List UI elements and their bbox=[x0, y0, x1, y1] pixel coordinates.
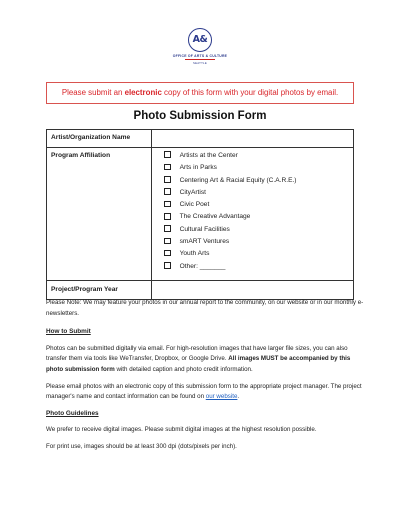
program-option[interactable] bbox=[164, 199, 349, 211]
program-option[interactable] bbox=[164, 248, 349, 260]
artist-row bbox=[47, 130, 354, 148]
submission-form-table bbox=[46, 129, 354, 300]
program-label: Program Affiliation bbox=[47, 148, 152, 281]
guideline-print-dpi: For print use, images should be at least 300 dpi (dots/pixels per inch). bbox=[46, 442, 237, 450]
email-instructions-paragraph bbox=[46, 382, 364, 403]
feature-note: Please Note: We may feature your photos in our annual report to the community, on our website or in our monthly e-newsletters. bbox=[46, 299, 364, 317]
program-option-label: Artists at the Center bbox=[179, 152, 238, 159]
program-option[interactable] bbox=[164, 211, 349, 223]
program-option-label: Civic Poet bbox=[179, 201, 210, 209]
checkbox-icon[interactable] bbox=[164, 250, 171, 257]
how-text-bold: All images MUST be accompanied by this photo submission form bbox=[46, 355, 351, 373]
notice-text-end: copy of this form with your digital photos by email. bbox=[161, 88, 339, 97]
our-website-link[interactable]: our website bbox=[205, 393, 238, 401]
program-option[interactable] bbox=[164, 175, 349, 187]
program-row bbox=[47, 148, 354, 281]
notice-text-start: Please submit an bbox=[61, 88, 125, 97]
logo-divider bbox=[185, 59, 215, 60]
program-option[interactable] bbox=[164, 150, 349, 162]
logo-mark: A& bbox=[188, 28, 212, 52]
checkbox-icon[interactable] bbox=[164, 225, 171, 232]
program-option[interactable] bbox=[164, 224, 349, 236]
year-label: Project/Program Year bbox=[47, 281, 152, 300]
how-to-submit-paragraph bbox=[46, 344, 364, 376]
how-to-submit-heading: How to Submit bbox=[46, 328, 91, 336]
checkbox-icon[interactable] bbox=[164, 151, 171, 158]
program-option-label: Centering Art & Racial Equity (C.A.R.E.) bbox=[179, 176, 297, 184]
program-option-label: CityArtist bbox=[179, 188, 206, 196]
logo-city: SEATTLE bbox=[193, 60, 207, 65]
checkbox-icon[interactable] bbox=[164, 188, 171, 195]
artist-name-field[interactable] bbox=[152, 130, 354, 148]
program-checklist bbox=[156, 150, 349, 273]
program-option-label: Arts in Parks bbox=[179, 164, 217, 172]
email-text-end: . bbox=[237, 393, 240, 401]
program-option-label: Youth Arts bbox=[179, 250, 210, 258]
program-option[interactable] bbox=[164, 261, 349, 273]
how-text-end: with detailed caption and photo credit information. bbox=[114, 365, 253, 373]
submission-notice bbox=[46, 82, 354, 104]
photo-guidelines-heading: Photo Guidelines bbox=[46, 409, 99, 417]
guideline-resolution: We prefer to receive digital images. Please submit digital images at the highest resolution possible. bbox=[46, 426, 317, 434]
how-text-start: Photos can be submitted digitally via email. For high-resolution images that have larger file sizes, you can also transfer them via tools like WeTransfer, Dropbox, or Google Drive. bbox=[46, 344, 348, 363]
logo-office-name: OFFICE OF ARTS & CULTURE bbox=[172, 54, 228, 58]
program-option-label: Cultural Facilities bbox=[179, 225, 230, 233]
checkbox-icon[interactable] bbox=[164, 213, 171, 220]
checkbox-icon[interactable] bbox=[164, 238, 171, 245]
program-option[interactable] bbox=[164, 162, 349, 174]
program-option-label: smART Ventures bbox=[179, 238, 230, 246]
year-row bbox=[47, 281, 354, 300]
checkbox-icon[interactable] bbox=[164, 201, 171, 208]
checkbox-icon[interactable] bbox=[164, 262, 171, 269]
office-logo bbox=[0, 28, 400, 65]
program-option-label: The Creative Advantage bbox=[179, 213, 251, 221]
artist-label: Artist/Organization Name bbox=[47, 130, 152, 148]
program-option-label: Other: _______ bbox=[179, 262, 226, 270]
email-text-start: Please email photos with an electronic copy of this submission form to the appropriate project manager. The project manager's name and contact information can be found on bbox=[46, 382, 362, 401]
program-options-cell bbox=[152, 148, 354, 281]
program-option[interactable] bbox=[164, 236, 349, 248]
checkbox-icon[interactable] bbox=[164, 176, 171, 183]
instructions bbox=[46, 298, 364, 453]
project-year-field[interactable] bbox=[152, 281, 354, 300]
notice-text-bold: electronic bbox=[124, 88, 162, 97]
program-option[interactable] bbox=[164, 187, 349, 199]
form-title: Photo Submission Form bbox=[133, 110, 267, 122]
checkbox-icon[interactable] bbox=[164, 164, 171, 171]
